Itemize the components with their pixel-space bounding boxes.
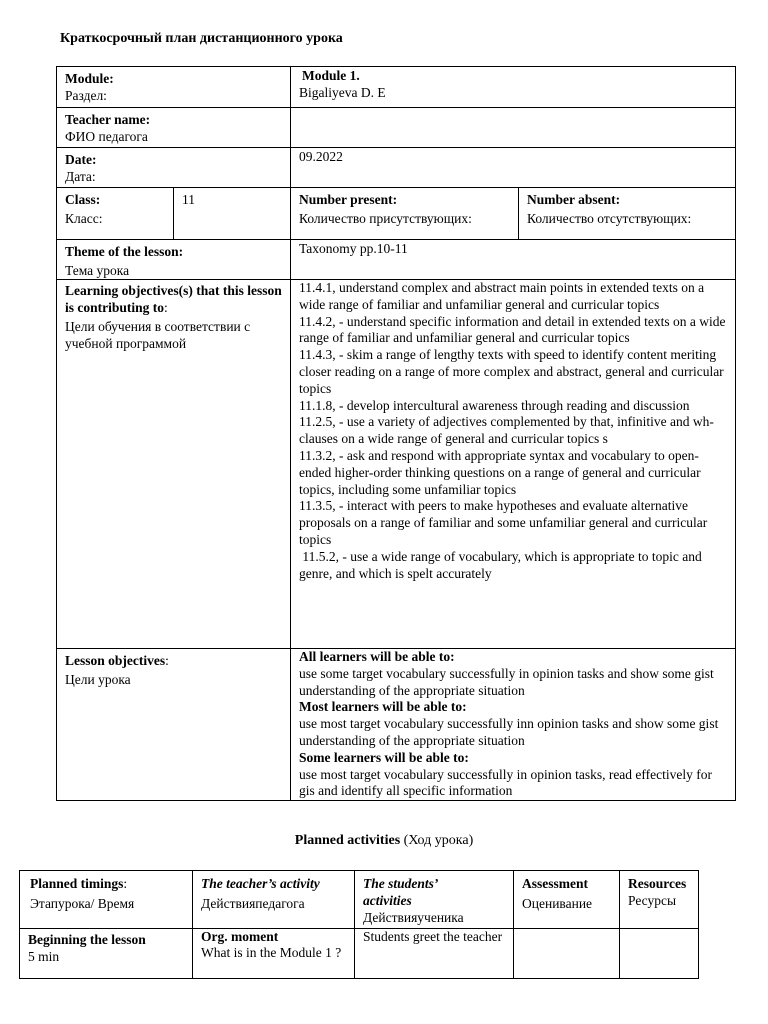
objective-item: 11.3.5, - interact with peers to make hypotheses and evaluate alternative proposals on a range of familiar and some unfamiliar general and curricular topics (299, 498, 708, 547)
row-teacher-cell (193, 929, 355, 979)
teacher-label: Teacher name: (65, 112, 151, 127)
planned-activities-title: Planned activities (294, 833, 401, 848)
teacher-activity-text: What is in the Module 1 ? (201, 945, 342, 960)
timings-label-ru: Этапурока/ Время (30, 896, 135, 911)
timings-label: Planned timings (30, 876, 124, 891)
all-learners-heading: All learners will be able to: (299, 649, 455, 664)
row-timing-cell (20, 929, 193, 979)
lesson-objectives-label-cell (57, 649, 291, 801)
lesson-objectives-label-ru: Цели урока (65, 672, 131, 687)
class-label-ru: Класс: (65, 211, 103, 226)
header-timings (20, 871, 193, 929)
header-assessment (514, 871, 620, 929)
document-title: Краткосрочный план дистанционного урока (60, 31, 343, 46)
teacher-label-cell (57, 108, 291, 148)
all-learners-text: use some target vocabulary successfully in opinion tasks and show some gist understanding of the appropriate situation (299, 665, 714, 698)
date-label: Date: (65, 152, 97, 167)
theme-value: Taxonomy pp.10-11 (299, 241, 408, 256)
header-teacher (193, 871, 355, 929)
planned-activities-heading (0, 833, 768, 849)
most-learners-heading: Most learners will be able to: (299, 699, 467, 715)
header-resources (620, 871, 699, 929)
objective-item: 11.1.8, - develop intercultural awareness through reading and discussion (299, 397, 690, 413)
class-label-cell (57, 188, 174, 240)
teacher-activity-label-ru: Действияпедагога (201, 896, 305, 911)
learning-objectives-list-cell (291, 280, 736, 649)
date-value-cell (291, 148, 736, 188)
teacher-value-cell (291, 108, 736, 148)
class-value: 11 (182, 192, 195, 207)
lesson-objectives-value-cell (291, 649, 736, 801)
table-row (20, 929, 699, 979)
teacher-name-value: Bigaliyeva D. E (299, 85, 386, 100)
lesson-objectives-colon: : (165, 653, 169, 668)
students-activity-label: The students’ activities (363, 876, 438, 908)
objective-item: 11.5.2, - use a wide range of vocabulary, which is appropriate to topic and genre, and which is spelt accurately (299, 548, 706, 581)
assessment-label: Assessment (522, 876, 588, 891)
objective-item: 11.4.1, understand complex and abstract main points in extended texts on a wide range of familiar and unfamiliar general and curricular topics (299, 280, 705, 312)
resources-label: Resources (628, 876, 687, 891)
teacher-label-ru: ФИО педагога (65, 129, 148, 144)
students-activity-text: Students greet the teacher (363, 929, 503, 944)
date-label-ru: Дата: (65, 169, 96, 184)
module-value: Module 1. (302, 68, 360, 83)
teacher-activity-label: The teacher’s activity (201, 876, 320, 891)
most-learners-text: use most target vocabulary successfully inn opinion tasks and show some gist understanding of the appropriate situation (299, 716, 719, 748)
timings-colon: : (123, 876, 128, 891)
activities-table (19, 870, 699, 979)
timing-stage: Beginning the lesson (28, 932, 146, 947)
objective-item: 11.3.2, - ask and respond with appropriate syntax and vocabulary to open-ended higher-order thinking questions on a range of general and curricular topics, including some unfamiliar topics (299, 447, 701, 497)
present-label: Number present: (299, 192, 398, 207)
absent-label-ru: Количество отсутствующих: (527, 211, 692, 226)
some-learners-heading: Some learners will be able to: (299, 749, 469, 765)
learning-objectives-list (291, 280, 735, 582)
date-label-cell (57, 148, 291, 188)
learning-objectives-label: Learning objectives(s) that this lesson is contributing to (65, 283, 282, 315)
objective-item: 11.2.5, - use a variety of adjectives complemented by that, infinitive and wh- clauses on a wide range of general and curricular topics s (299, 414, 714, 447)
theme-value-cell (291, 240, 736, 280)
lesson-objectives-label: Lesson objectives (65, 653, 166, 668)
students-activity-label-ru: Действияученика (363, 910, 464, 925)
class-value-cell (174, 188, 291, 240)
row-students-cell (355, 929, 514, 979)
planned-activities-title-ru: (Ход урока) (403, 833, 474, 848)
lesson-plan-table (56, 66, 736, 801)
theme-label-ru: Тема урока (65, 263, 130, 278)
org-moment-heading: Org. moment (201, 929, 279, 944)
some-learners-text: use most target vocabulary successfully in opinion tasks, read effectively for gis and identify all specific information (299, 766, 713, 799)
theme-label-cell (57, 240, 291, 280)
absent-cell (519, 188, 736, 240)
row-assessment-cell (514, 929, 620, 979)
timing-duration: 5 min (28, 949, 60, 964)
assessment-label-ru: Оценивание (522, 896, 593, 911)
learning-objectives-label-cell (57, 280, 291, 649)
present-label-ru: Количество присутствующих: (299, 211, 472, 226)
module-label-cell (57, 67, 291, 108)
header-students (355, 871, 514, 929)
resources-label-ru: Ресурсы (628, 893, 677, 908)
objective-item: 11.4.3, - skim a range of lengthy texts with speed to identify content meriting closer reading on a range of more complex and abstract, general and curricular topics (299, 347, 724, 396)
module-value-cell (291, 67, 736, 108)
theme-label: Theme of the lesson: (65, 244, 184, 259)
objective-item: 11.4.2, - understand specific information and detail in extended texts on a wide range of familiar and unfamiliar general and curricular topics (299, 313, 726, 346)
date-value: 09.2022 (299, 149, 343, 164)
module-label: Module: (65, 71, 114, 86)
row-resources-cell (620, 929, 699, 979)
learning-objectives-label-ru: Цели обучения в соответствии с учебной программой (65, 319, 251, 351)
present-cell (291, 188, 519, 240)
class-label: Class: (65, 192, 101, 207)
learning-objectives-colon: : (164, 300, 168, 315)
module-label-ru: Раздел: (65, 88, 107, 103)
absent-label: Number absent: (527, 192, 621, 207)
